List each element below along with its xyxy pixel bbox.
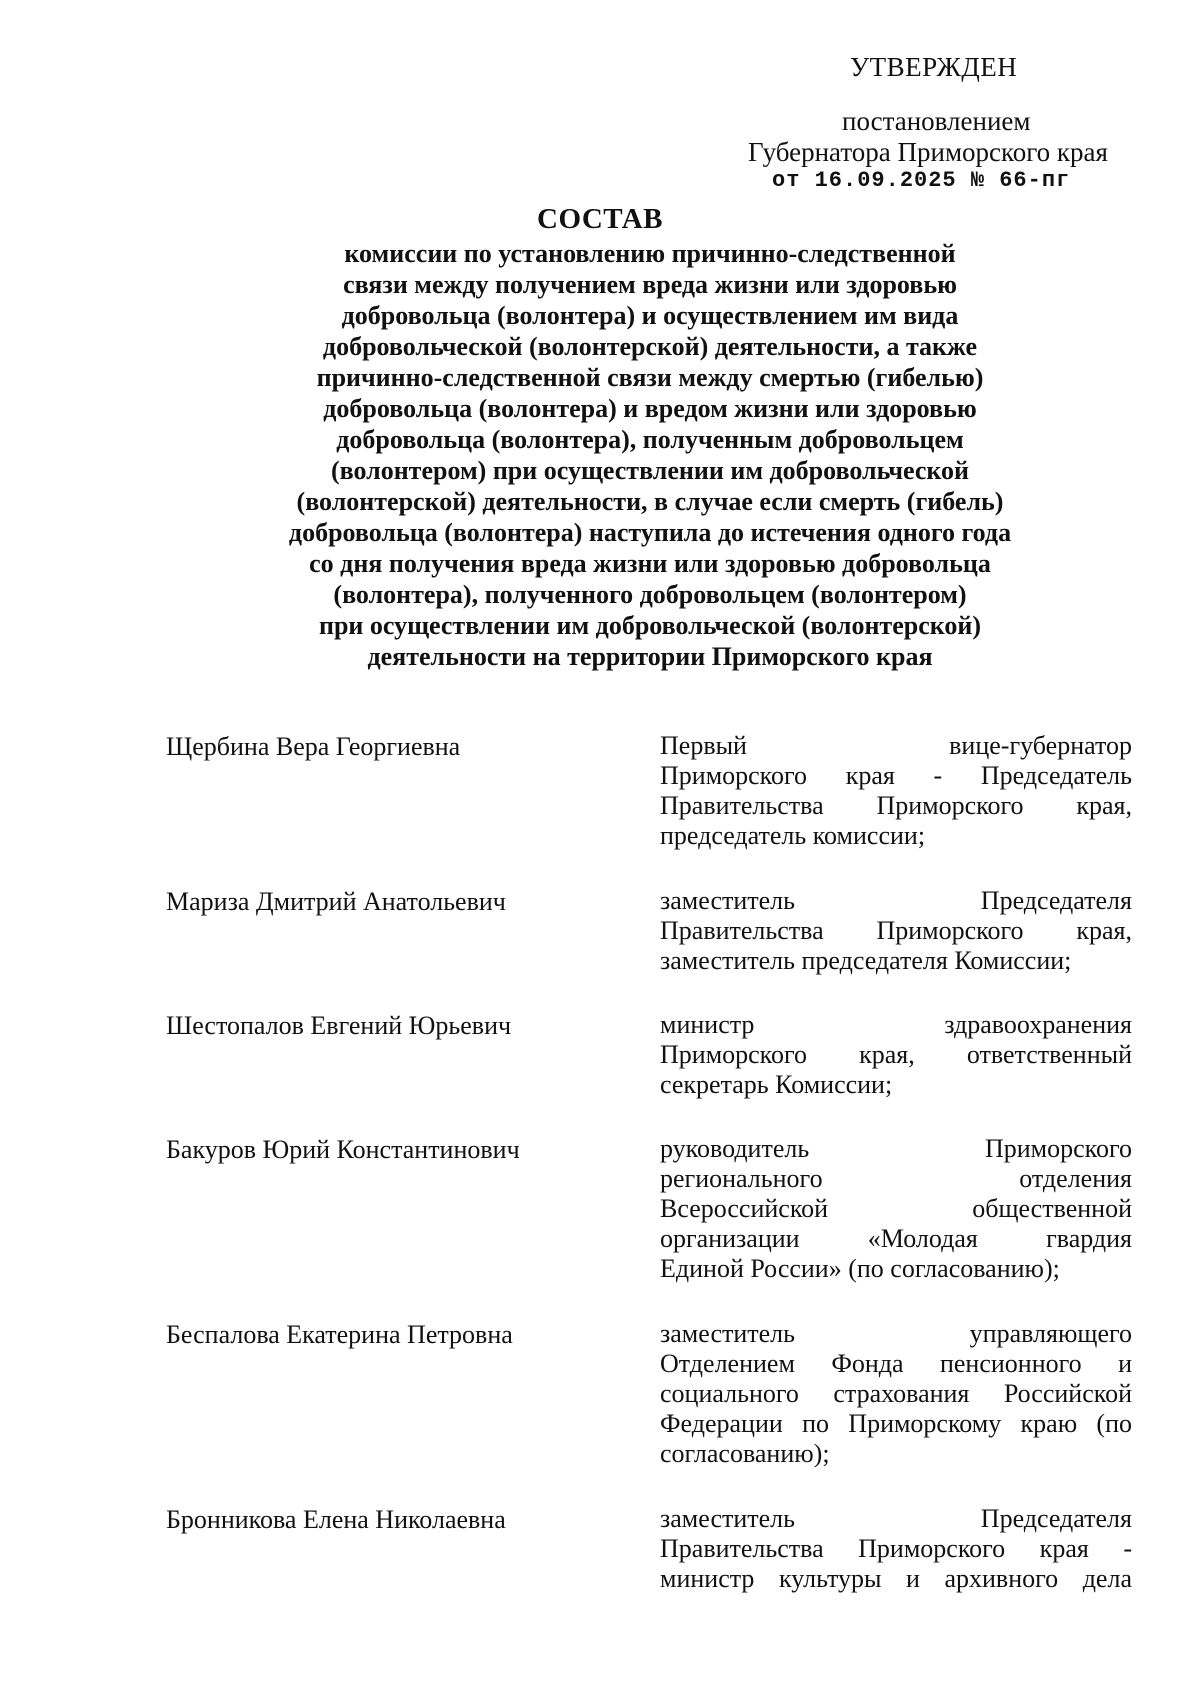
member-role bbox=[660, 731, 1132, 851]
role-line: секретарь Комиссии; bbox=[660, 1070, 893, 1099]
subtitle-line: причинно-следственной связи между смертью (гибелью) bbox=[316, 363, 984, 392]
member-name: Щербина Вера Георгиевна bbox=[166, 732, 461, 761]
member-role bbox=[660, 1504, 1132, 1594]
member-role bbox=[660, 886, 1132, 976]
role-line: Отделением Фонда пенсионного и bbox=[660, 1349, 1132, 1378]
subtitle-line: комиссии по установлению причинно-следственной bbox=[344, 239, 956, 268]
member-role bbox=[660, 1319, 1132, 1469]
subtitle-line: добровольца (волонтера) наступила до истечения одного года bbox=[288, 518, 1012, 547]
role-line: заместитель председателя Комиссии; bbox=[660, 946, 1072, 975]
role-line: руководитель Приморского bbox=[660, 1134, 1132, 1163]
role-line: Правительства Приморского края, bbox=[660, 791, 1132, 820]
role-line: Единой России» (по согласованию); bbox=[660, 1254, 1060, 1283]
subtitle-line: добровольца (волонтера), полученным добровольцем bbox=[336, 425, 964, 454]
decree-date-number: от 16.09.2025 № 66-пг bbox=[772, 168, 1071, 193]
role-line: Правительства Приморского края - bbox=[660, 1534, 1132, 1563]
document-title: СОСТАВ bbox=[537, 203, 663, 235]
role-line: согласованию); bbox=[660, 1439, 830, 1468]
subtitle-line: добровольца (волонтера) и вредом жизни или здоровью bbox=[323, 394, 977, 423]
subtitle-line: при осуществлении им добровольческой (волонтерской) bbox=[318, 611, 982, 640]
role-line: Первый вице-губернатор bbox=[660, 731, 1132, 760]
subtitle-line: деятельности на территории Приморского края bbox=[367, 642, 933, 671]
member-name: Бакуров Юрий Константинович bbox=[166, 1135, 520, 1164]
role-line: министр культуры и архивного дела bbox=[660, 1564, 1132, 1593]
role-line: Федерации по Приморскому краю (по bbox=[660, 1409, 1132, 1438]
member-role bbox=[660, 1010, 1132, 1100]
role-line: заместитель Председателя bbox=[660, 886, 1132, 915]
decree-issuer: Губернатора Приморского края bbox=[748, 137, 1108, 167]
subtitle-line: со дня получения вреда жизни или здоровью добровольца bbox=[309, 549, 991, 578]
role-line: председатель комиссии; bbox=[660, 821, 926, 850]
role-line: заместитель Председателя bbox=[660, 1504, 1132, 1533]
approved-label: УТВЕРЖДЕН bbox=[850, 52, 1018, 82]
role-line: регионального отделения bbox=[660, 1164, 1132, 1193]
subtitle-line: (волонтерской) деятельности, в случае если смерть (гибель) bbox=[296, 487, 1004, 516]
role-line: организации «Молодая гвардия bbox=[660, 1224, 1132, 1253]
role-line: Правительства Приморского края, bbox=[660, 916, 1132, 945]
decree-label: постановлением bbox=[842, 106, 1031, 136]
role-line: Приморского края, ответственный bbox=[660, 1040, 1132, 1069]
role-line: Всероссийской общественной bbox=[660, 1194, 1132, 1223]
subtitle-line: (волонтера), полученного добровольцем (волонтером) bbox=[333, 580, 967, 609]
member-name: Шестопалов Евгений Юрьевич bbox=[166, 1011, 512, 1040]
role-line: министр здравоохранения bbox=[660, 1010, 1132, 1039]
member-name: Мариза Дмитрий Анатольевич bbox=[166, 887, 506, 916]
member-name: Беспалова Екатерина Петровна bbox=[166, 1320, 513, 1349]
role-line: Приморского края - Председатель bbox=[660, 761, 1132, 790]
member-name: Бронникова Елена Николаевна bbox=[166, 1505, 506, 1534]
subtitle-line: добровольца (волонтера) и осуществлением им вида bbox=[341, 301, 959, 330]
role-line: социального страхования Российской bbox=[660, 1379, 1132, 1408]
role-line: заместитель управляющего bbox=[660, 1319, 1132, 1348]
subtitle-line: добровольческой (волонтерской) деятельности, а также bbox=[322, 332, 978, 361]
member-role bbox=[660, 1134, 1132, 1284]
subtitle-line: связи между получением вреда жизни или здоровью bbox=[343, 270, 957, 299]
subtitle-line: (волонтером) при осуществлении им добровольческой bbox=[330, 456, 970, 485]
